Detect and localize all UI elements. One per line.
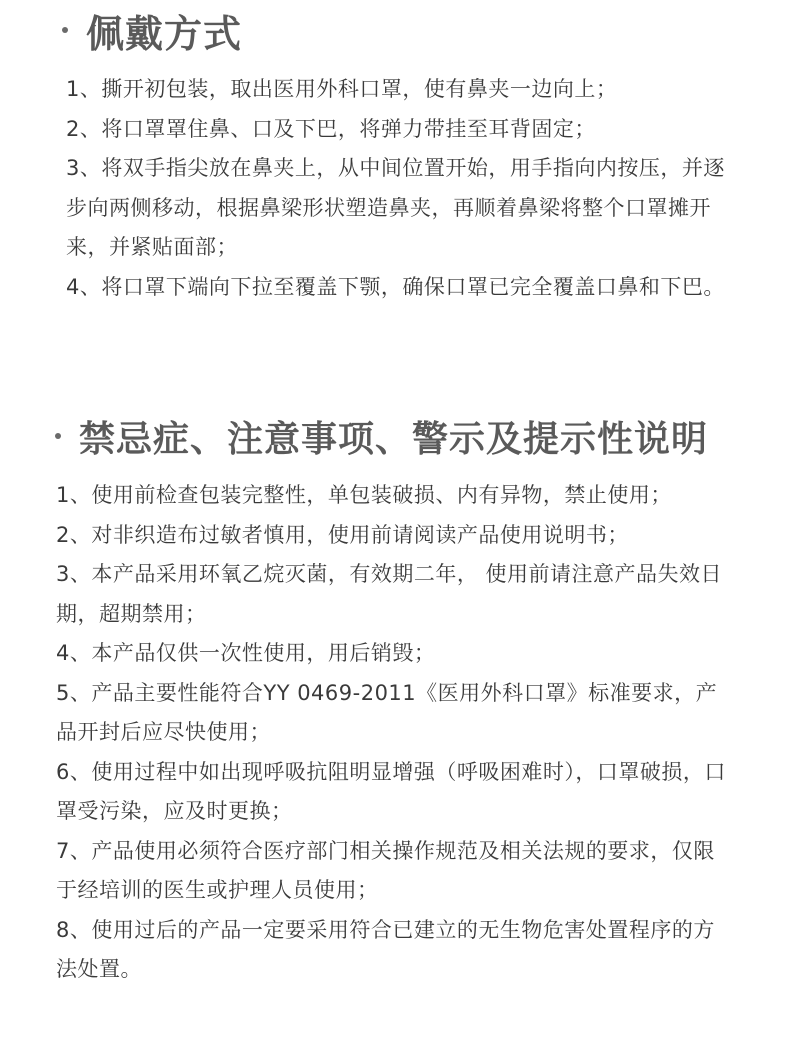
wearing-method-heading (0, 0, 790, 60)
list-item: 8、使用过后的产品一定要采用符合已建立的无生物危害处置程序的方法处置。 (56, 917, 715, 981)
list-item: 4、将口罩下端向下拉至覆盖下颚，确保口罩已完全覆盖口鼻和下巴。 (66, 274, 725, 299)
wearing-method-title: 佩戴方式 (86, 11, 243, 56)
wearing-method-section (0, 0, 790, 307)
precautions-list (0, 476, 732, 990)
bullet-dot-icon (55, 433, 61, 439)
list-item: 4、本产品仅供一次性使用，用后销毁； (56, 641, 436, 665)
list-item: 2、对非织造布过敏者慎用，使用前请阅读产品使用说明书； (56, 522, 629, 547)
list-item: 6、使用过程中如出现呼吸抗阻明显增强（呼吸困难时），口罩破损，口罩受污染，应及时更换； (56, 759, 726, 823)
list-item: 1、撕开初包装，取出医用外科口罩，使有鼻夹一边向上； (66, 77, 618, 101)
precautions-title: 禁忌症、注意事项、警示及提示性说明 (79, 418, 709, 460)
list-item: 5、产品主要性能符合YY 0469-2011《医用外科口罩》标准要求，产品开封后应尽快使用； (56, 680, 718, 744)
list-item: 3、本产品采用环氧乙烷灭菌，有效期二年， 使用前请注意产品失效日期，超期禁用； (56, 562, 723, 626)
list-item: 1、使用前检查包装完整性，单包装破损、内有异物，禁止使用； (56, 483, 672, 507)
precautions-heading (0, 406, 790, 466)
wearing-method-list (0, 70, 736, 307)
list-item: 7、产品使用必须符合医疗部门相关操作规范及相关法规的要求，仅限于经培训的医生或护理人员使用； (56, 838, 715, 902)
list-item: 3、将双手指尖放在鼻夹上，从中间位置开始，用手指向内按压，并逐步向两侧移动，根据鼻梁形状塑造鼻夹，再顺着鼻梁将整个口罩摊开来，并紧贴面部； (66, 156, 725, 259)
list-item: 2、将口罩罩住鼻、口及下巴，将弹力带挂至耳背固定； (66, 116, 596, 141)
bullet-dot-icon (62, 27, 68, 33)
precautions-section (0, 406, 790, 990)
